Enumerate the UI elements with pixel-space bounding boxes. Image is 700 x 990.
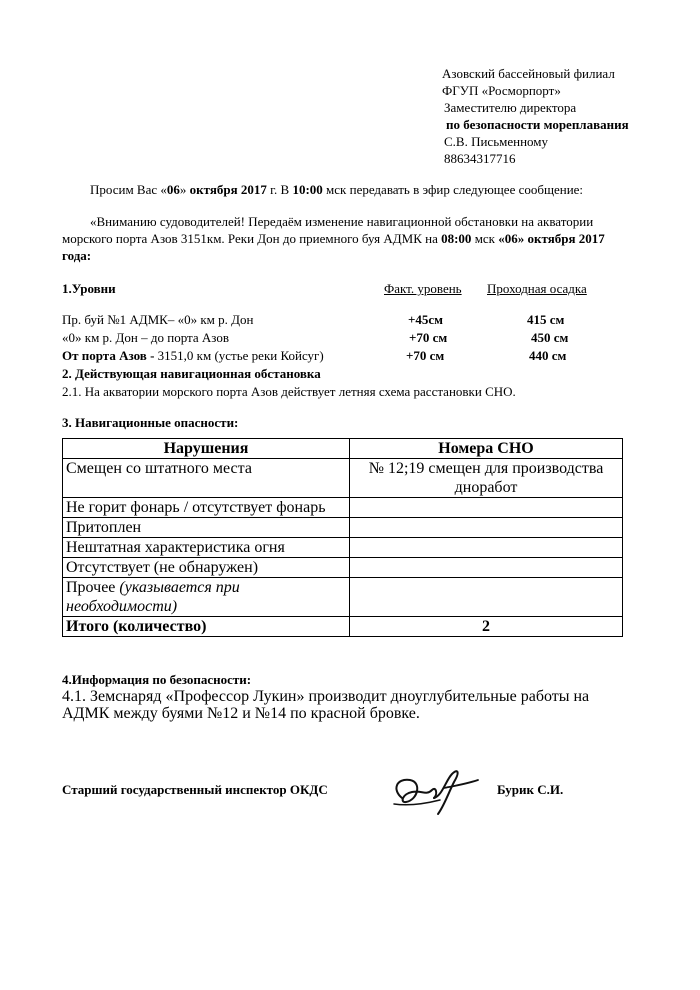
hazards-total-value: 2: [350, 617, 623, 637]
hazard-value-line-1: № 12;19 смещен для производства: [368, 460, 604, 477]
request-text-3: г. В: [266, 182, 293, 197]
table-row: [63, 518, 623, 538]
hazards-col-header-numbers: Номера СНО: [350, 439, 623, 459]
hazard-value: [350, 518, 623, 538]
levels-row-1-draft: 415 см: [527, 312, 565, 327]
hazard-value: [350, 498, 623, 518]
levels-row-3-fact: +70 см: [406, 348, 445, 363]
hazard-value: [350, 578, 623, 617]
levels-row-3-place-a: От порта Азов -: [62, 348, 158, 363]
hazards-col-header-violations: Нарушения: [63, 439, 350, 459]
request-day: 06: [166, 182, 180, 197]
addressee-line-2: ФГУП «Росморпорт»: [442, 83, 561, 98]
request-line: [90, 182, 583, 198]
hazards-total-label: Итого (количество): [63, 617, 350, 637]
addressee-line-3: Заместителю директора: [444, 100, 577, 115]
hazard-value-line-2: дноработ: [454, 479, 518, 496]
addressee-line-4: по безопасности мореплавания: [446, 117, 629, 132]
levels-col-fact: Факт. уровень: [384, 281, 462, 296]
table-row: [63, 558, 623, 578]
levels-row-3-draft: 440 см: [529, 348, 567, 363]
situation-heading: 2. Действующая навигационная обстановка: [62, 366, 321, 381]
levels-row-3-place-b: 3151,0 км (устье реки Койсуг): [157, 348, 324, 363]
levels-row-1-place: Пр. буй №1 АДМК– «0» км р. Дон: [62, 312, 254, 327]
hazards-table: [62, 438, 623, 637]
hazard-other-note-2: необходимости): [66, 598, 178, 615]
notice-line-1: «Вниманию судоводителей! Передаём изменение навигационной обстановки на акватории: [90, 214, 594, 229]
table-row: [63, 538, 623, 558]
safety-line-1: 4.1. Земснаряд «Профессор Лукин» производит дноуглубительные работы на: [62, 688, 590, 705]
hazard-value: [350, 538, 623, 558]
request-text-4: мск передавать в эфир следующее сообщение:: [322, 182, 584, 197]
request-text-2: »: [179, 182, 190, 197]
request-month: октября: [189, 182, 238, 197]
signatory-name: Бурик С.И.: [497, 782, 564, 797]
hazard-label: Притоплен: [63, 518, 350, 538]
hazard-label: Не горит фонарь / отсутствует фонарь: [63, 498, 350, 518]
addressee-line-1: Азовский бассейновый филиал: [442, 66, 615, 81]
notice-date: «06» октября 2017: [498, 231, 605, 246]
levels-row-2-place: «0» км р. Дон – до порта Азов: [62, 330, 229, 345]
signatory-title: Старший государственный инспектор ОКДС: [62, 782, 328, 797]
hazards-table-header: [63, 439, 623, 459]
handwritten-signature: [388, 760, 488, 820]
request-time: 10:00: [292, 182, 323, 197]
hazard-label: Нештатная характеристика огня: [63, 538, 350, 558]
hazard-value: [350, 558, 623, 578]
safety-heading: 4.Информация по безопасности:: [62, 672, 252, 687]
hazards-heading: 3. Навигационные опасности:: [62, 415, 239, 430]
levels-col-draft: Проходная осадка: [487, 281, 587, 296]
situation-text: 2.1. На акватории морского порта Азов действует летняя схема расстановки СНО.: [62, 384, 516, 399]
notice-time: 08:00: [441, 231, 472, 246]
table-row: [63, 498, 623, 518]
levels-row-2-fact: +70 см: [409, 330, 448, 345]
levels-row-1-fact: +45см: [408, 312, 444, 327]
hazard-label: Смещен со штатного места: [63, 459, 350, 498]
levels-heading: 1.Уровни: [62, 281, 116, 296]
hazard-other-text: Прочее: [66, 579, 120, 596]
addressee-phone: 88634317716: [444, 151, 516, 166]
hazard-label: Отсутствует (не обнаружен): [63, 558, 350, 578]
levels-row-2-draft: 450 см: [531, 330, 569, 345]
hazards-total-row: [63, 617, 623, 637]
notice-text-2a: морского порта Азов 3151км. Реки Дон до приемного буя АДМК на: [62, 231, 442, 246]
hazard-value: [350, 459, 623, 498]
table-row: [63, 459, 623, 498]
safety-line-2: АДМК между буями №12 и №14 по красной бровке.: [62, 705, 420, 722]
hazard-other-note-1: (указывается при: [119, 579, 240, 596]
request-year: 2017: [237, 182, 267, 197]
notice-line-2: [62, 231, 605, 247]
addressee-line-5: С.В. Письменному: [444, 134, 549, 149]
request-text-1: Просим Вас «: [90, 182, 167, 197]
notice-line-3: года:: [62, 248, 92, 263]
levels-row-3-place: [62, 348, 324, 364]
notice-text-2b: мск: [471, 231, 499, 246]
table-row: [63, 578, 623, 617]
hazard-other-label: [63, 578, 350, 617]
